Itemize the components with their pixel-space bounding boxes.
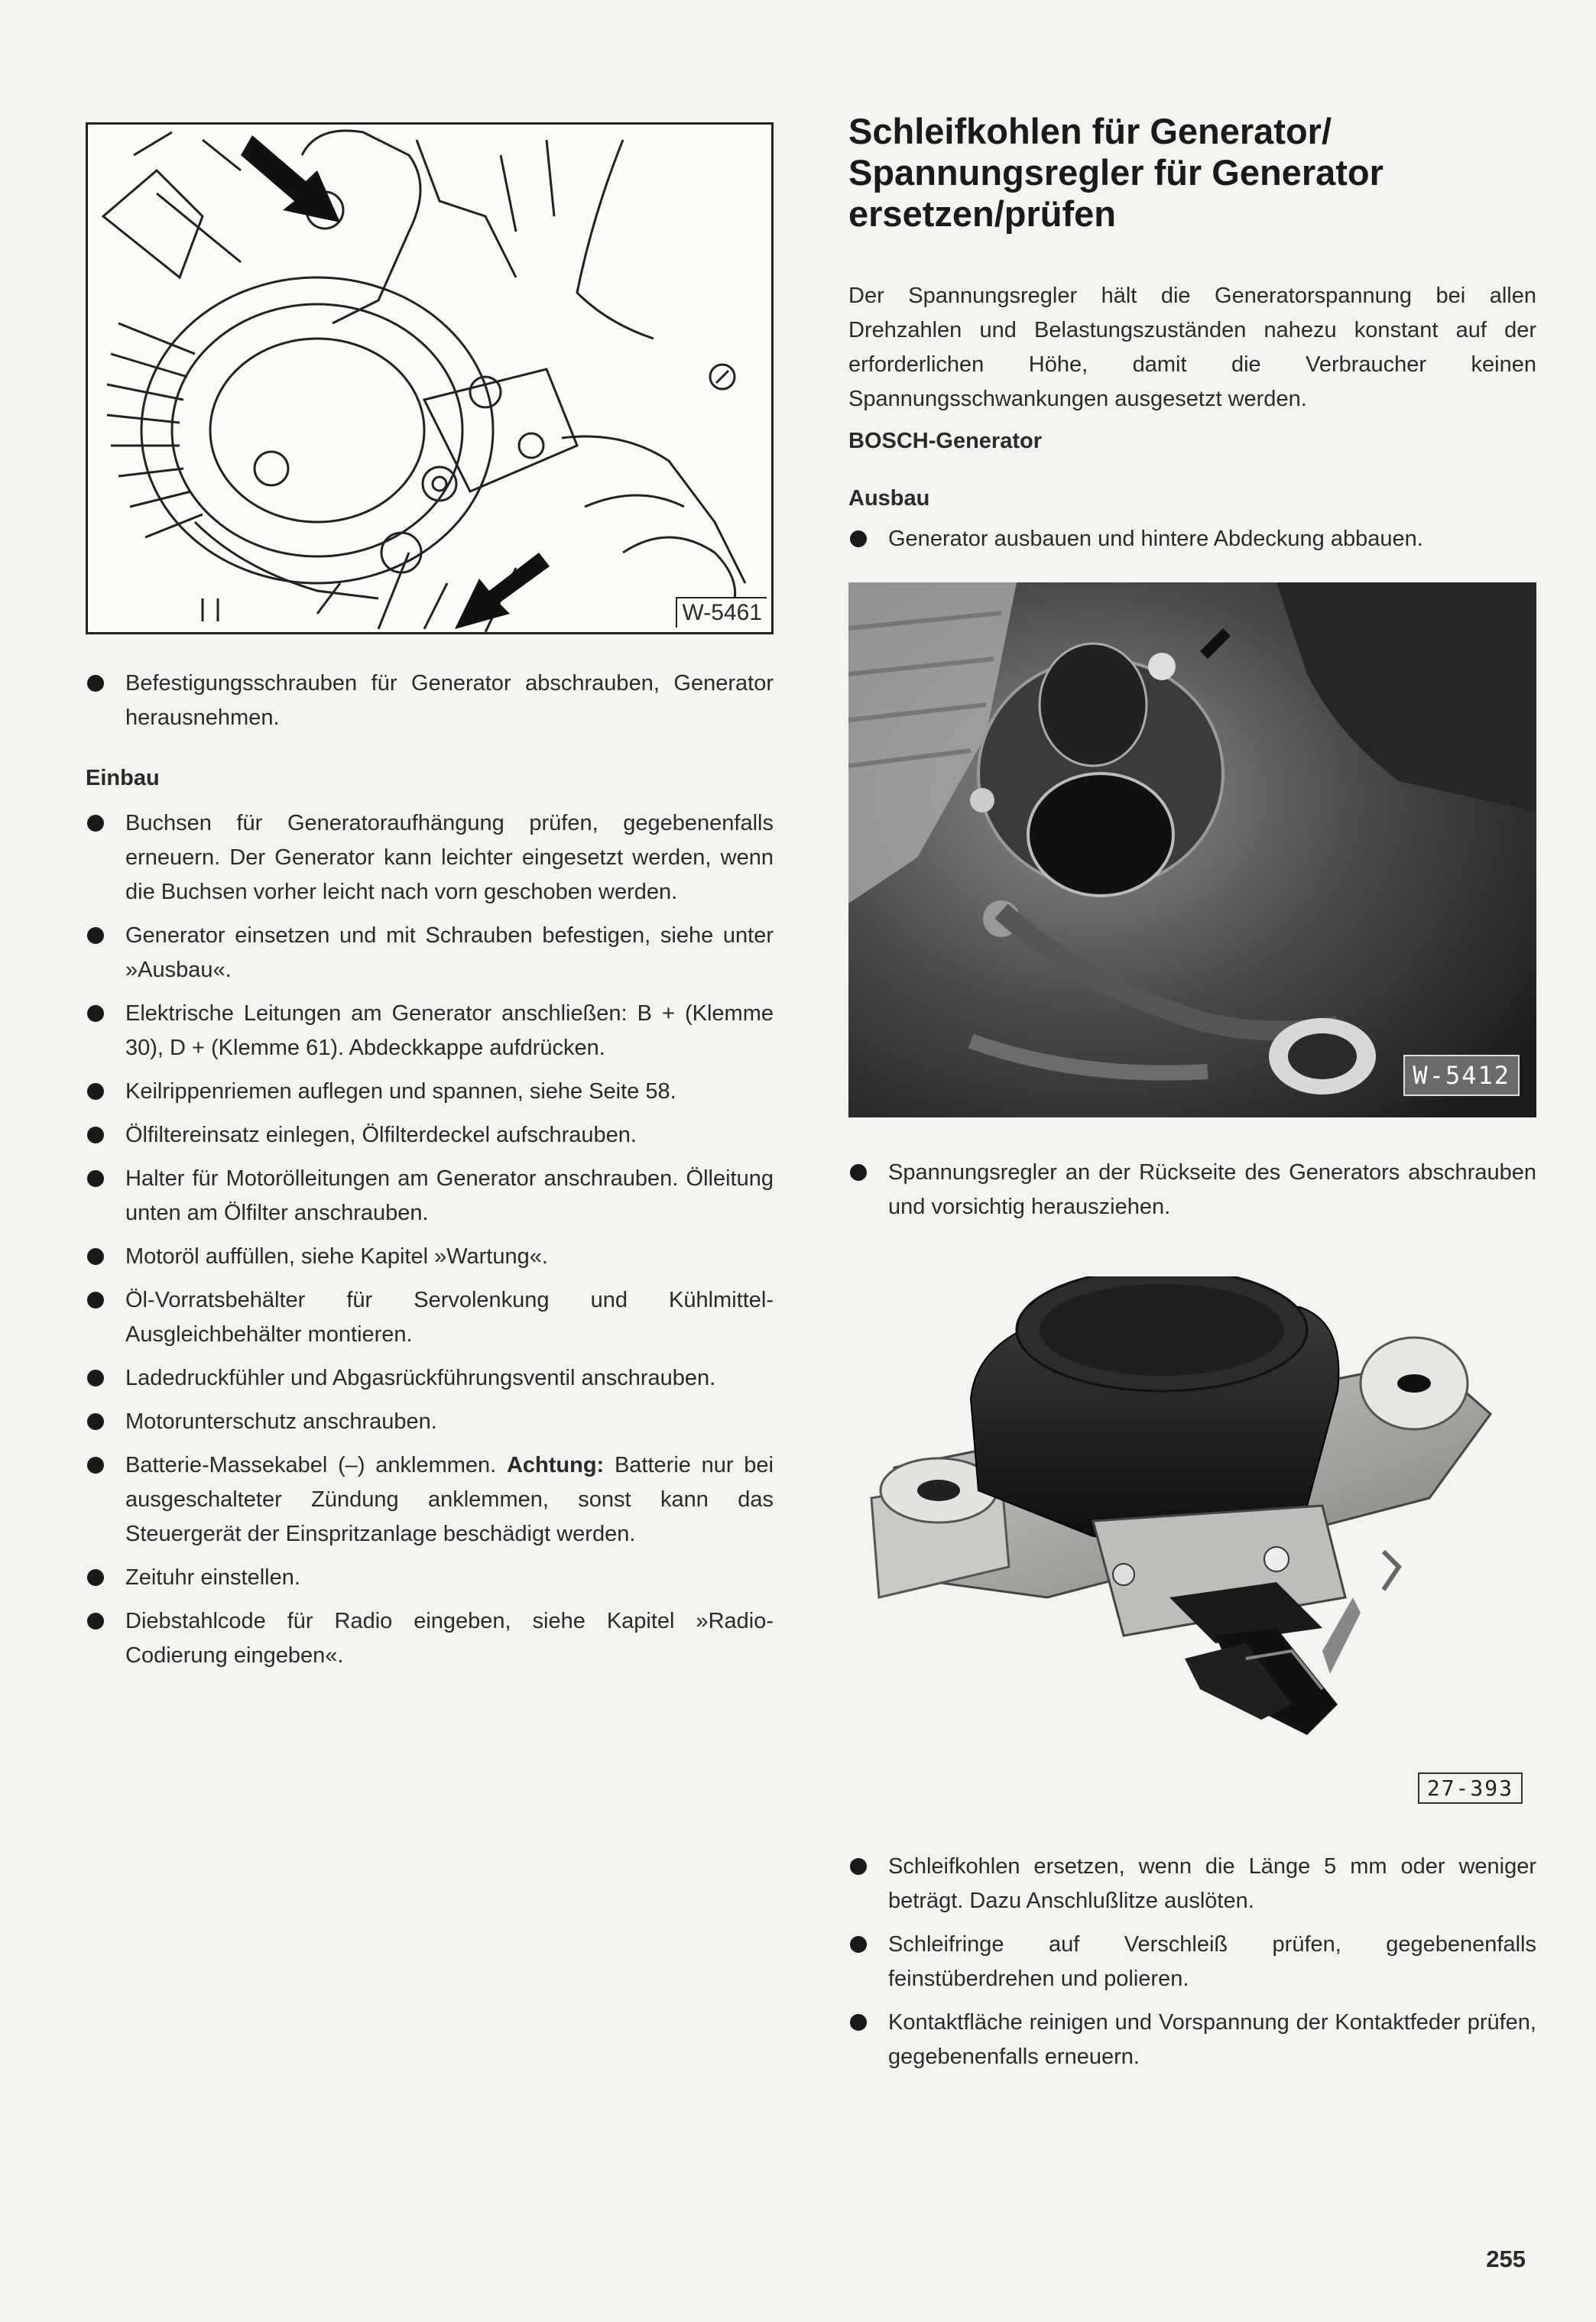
- page-title: [848, 111, 1536, 235]
- generator-line-drawing: [88, 125, 771, 632]
- figure-regulator-photo: [848, 1276, 1536, 1811]
- list-item: Motorunterschutz anschrauben.: [86, 1405, 774, 1439]
- list-item: Zeituhr einstellen.: [86, 1561, 774, 1595]
- battery-warning-label: Achtung:: [506, 1453, 605, 1477]
- list-item: Ladedruckfühler und Abgasrückführungsventil anschrauben.: [86, 1361, 774, 1396]
- regulator-removal-list: [848, 1156, 1536, 1224]
- regulator-photo: [848, 1276, 1536, 1811]
- list-item: Öl-Vorratsbehälter für Servolenkung und Kühlmittel-Ausgleichbehälter montieren.: [86, 1283, 774, 1352]
- page-number: 255: [1486, 2246, 1526, 2272]
- battery-text-after: Batterie nur bei ausgeschalteter Zündung anklemmen, sonst kann das Steuergerät der Einspritzanlage beschädigt werden.: [125, 1453, 774, 1546]
- figure-label: W-5461: [676, 597, 767, 628]
- ausbau-heading: Ausbau: [848, 486, 930, 511]
- list-item-battery: [86, 1448, 774, 1552]
- title-line: ersetzen/prüfen: [848, 193, 1116, 234]
- intro-paragraph: Der Spannungsregler hält die Generatorspannung bei allen Drehzahlen und Belastungszuständen nahezu konstant auf der erforderlichen Höhe, damit die Verbraucher keinen Spannungsschwankungen ausgesetzt werden.: [848, 284, 1536, 411]
- einbau-heading: Einbau: [86, 766, 160, 790]
- left-column: [86, 122, 774, 1682]
- ausbau-continued-list: [86, 666, 774, 735]
- bosch-heading: BOSCH-Generator: [848, 429, 1042, 453]
- figure-generator-photo: [848, 582, 1536, 1117]
- brush-check-list: [848, 1850, 1536, 2074]
- list-item: Kontaktfläche reinigen und Vorspannung der Kontaktfeder prüfen, gegebenenfalls erneuern.: [848, 2006, 1536, 2074]
- list-item: Elektrische Leitungen am Generator anschließen: B + (Klemme 30), D + (Klemme 61). Abdeckkappe aufdrücken.: [86, 997, 774, 1065]
- list-item: Ölfiltereinsatz einlegen, Ölfilterdeckel aufschrauben.: [86, 1118, 774, 1153]
- list-item: Motoröl auffüllen, siehe Kapitel »Wartung«.: [86, 1240, 774, 1274]
- ausbau-list: [848, 522, 1536, 556]
- figure-label: 27-393: [1418, 1772, 1523, 1804]
- list-item: Keilrippenriemen auflegen und spannen, siehe Seite 58.: [86, 1075, 774, 1109]
- right-column: [848, 111, 1536, 2084]
- list-item: Befestigungsschrauben für Generator abschrauben, Generator herausnehmen.: [86, 666, 774, 735]
- list-item: Buchsen für Generatoraufhängung prüfen, gegebenenfalls erneuern. Der Generator kann leichter eingesetzt werden, wenn die Buchsen vorher leicht nach vorn geschoben werden.: [86, 806, 774, 910]
- list-item: Schleifkohlen ersetzen, wenn die Länge 5 mm oder weniger beträgt. Dazu Anschlußlitze auslöten.: [848, 1850, 1536, 1918]
- figure-generator-drawing: [86, 122, 774, 634]
- list-item: Halter für Motorölleitungen am Generator anschrauben. Ölleitung unten am Ölfilter anschrauben.: [86, 1162, 774, 1231]
- generator-photo: [848, 582, 1536, 1117]
- list-item: Schleifringe auf Verschleiß prüfen, gegebenenfalls feinstüberdrehen und polieren.: [848, 1928, 1536, 1996]
- list-item: Generator einsetzen und mit Schrauben befestigen, siehe unter »Ausbau«.: [86, 919, 774, 987]
- einbau-list: [86, 806, 774, 1673]
- battery-text-before: Batterie-Massekabel (–) anklemmen.: [125, 1453, 507, 1477]
- figure-label: W-5412: [1403, 1055, 1520, 1096]
- title-line: Spannungsregler für Generator: [848, 152, 1384, 193]
- title-line: Schleifkohlen für Generator/: [848, 111, 1332, 151]
- list-item: Diebstahlcode für Radio eingeben, siehe Kapitel »Radio-Codierung eingeben«.: [86, 1604, 774, 1673]
- list-item: Spannungsregler an der Rückseite des Generators abschrauben und vorsichtig herausziehen.: [848, 1156, 1536, 1224]
- list-item: Generator ausbauen und hintere Abdeckung abbauen.: [848, 522, 1536, 556]
